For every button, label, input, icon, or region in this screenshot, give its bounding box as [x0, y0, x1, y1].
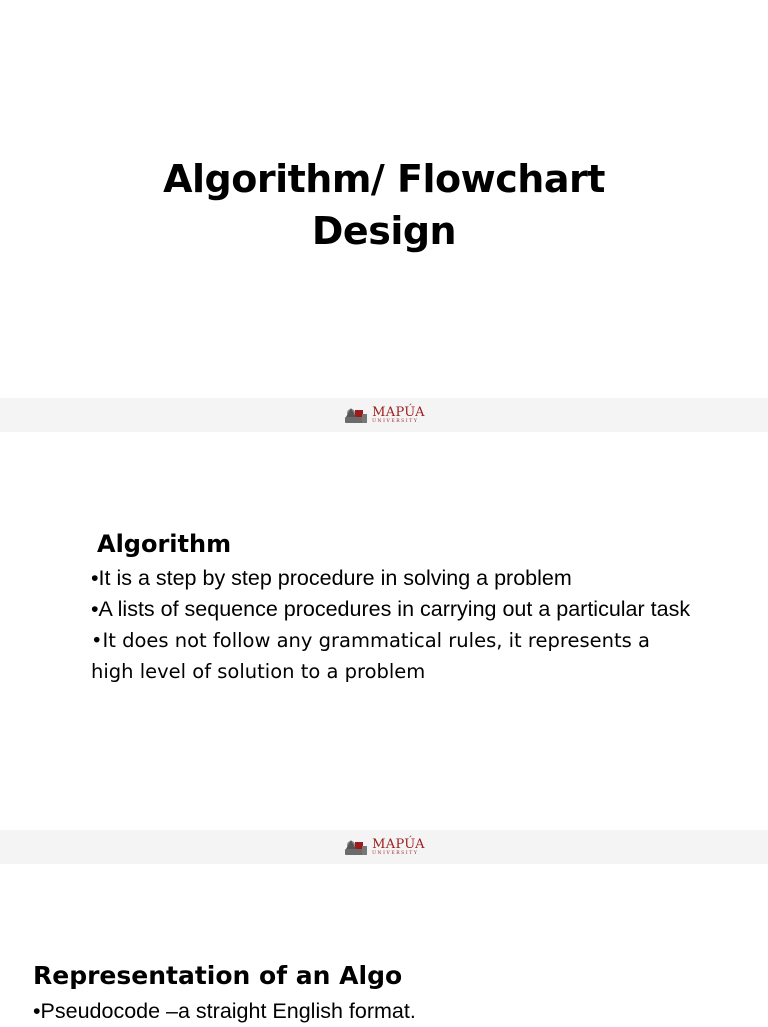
bullet-item: •A lists of sequence procedures in carrying out a particular task [91, 597, 691, 621]
slide-divider [0, 830, 768, 864]
logo-subtitle: UNIVERSITY [372, 850, 419, 856]
slide-title [0, 0, 768, 398]
slide-heading: Algorithm [97, 530, 232, 558]
mapua-seal-icon [343, 837, 369, 857]
mapua-logo [343, 405, 425, 425]
title-line-1: Algorithm/ Flowchart [163, 157, 605, 201]
bullet-list [91, 563, 691, 687]
slide-heading: Representation of an Algo [33, 961, 403, 990]
bullet-item: •Pseudocode –a straight English format. [33, 999, 416, 1023]
title-line-2: Design [311, 209, 457, 253]
slide-representation [0, 866, 768, 1024]
slide-algorithm [0, 432, 768, 830]
logo-name: MAPÚA [372, 404, 425, 420]
logo-name: MAPÚA [372, 836, 425, 852]
bullet-item: •It does not follow any grammatical rules, it represents a high level of solution to a problem [91, 629, 650, 683]
mapua-seal-icon [343, 405, 369, 425]
presentation-title [0, 153, 768, 257]
mapua-logo [343, 837, 425, 857]
slide-divider [0, 398, 768, 432]
bullet-list [33, 996, 733, 1027]
bullet-item: •It is a step by step procedure in solving a problem [91, 566, 572, 590]
logo-subtitle: UNIVERSITY [372, 418, 419, 424]
